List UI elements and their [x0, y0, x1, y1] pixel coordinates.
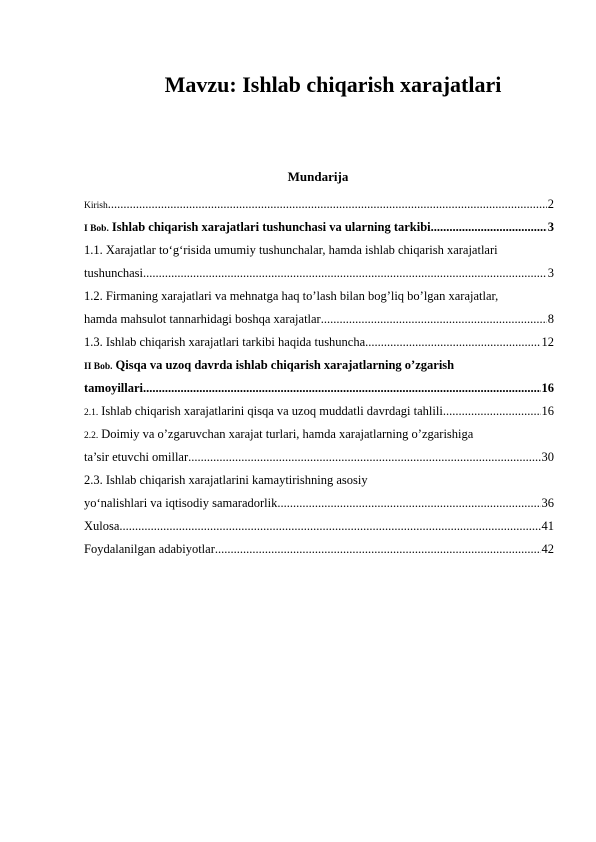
toc-entry-chapter-2-line2: [84, 377, 554, 400]
toc-leader: [321, 308, 547, 331]
toc-entry-2-3-line2: [84, 492, 554, 515]
toc-heading: Mundarija: [287, 169, 349, 184]
toc-entry-text: 1.2. Firmaning xarajatlari va mehnatga haq to’lash bilan bog’liq bo’lgan xarajatlar,: [84, 289, 499, 303]
toc-entry-text: 1.1. Xarajatlar to‘g‘risida umumiy tushunchalar, hamda ishlab chiqarish xarajatlari: [84, 243, 498, 257]
toc-page-number: 16: [541, 381, 554, 395]
toc-page-number: 36: [541, 496, 554, 510]
toc-page-number: 8: [547, 312, 554, 326]
toc-entry-adabiyotlar: [84, 538, 554, 561]
toc-page-number: 3: [547, 266, 554, 280]
toc-entry-xulosa: [84, 515, 554, 538]
toc-entry-2-3-line1: [84, 469, 554, 492]
toc-leader: [108, 193, 547, 216]
toc-entry-prefix: I Bob.: [84, 224, 109, 234]
toc-entry-text: Qisqa va uzoq davrda ishlab chiqarish xarajatlarning o’zgarish: [115, 358, 455, 372]
toc-leader: [143, 377, 540, 400]
toc-leader: [119, 515, 540, 538]
toc-entry-text: hamda mahsulot tannarhidagi boshqa xarajatlar: [84, 312, 321, 326]
toc-entry-text: ta’sir etuvchi omillar: [84, 450, 189, 464]
toc-entry-text: Ishlab chiqarish xarajatlarini qisqa va uzoq muddatli davrdagi tahlili: [101, 404, 443, 418]
toc-entry-chapter-2-line1: [84, 354, 554, 377]
toc-entry-kirish: [84, 193, 554, 216]
toc-entry-1-1-line2: [84, 262, 554, 285]
toc-entry-2-2-line1: [84, 423, 554, 446]
toc-entry-text: Xulosa: [84, 519, 120, 533]
toc-page-number: 30: [541, 450, 554, 464]
toc-entry-1-3: [84, 331, 554, 354]
toc-entry-text: Doimiy va o’zgaruvchan xarajat turlari, hamda xarajatlarning o’zgarishiga: [101, 427, 474, 441]
toc-leader: [215, 538, 541, 561]
toc-leader: [443, 400, 541, 423]
toc-page-number: 12: [541, 335, 554, 349]
toc-leader: [188, 446, 540, 469]
toc-page-number: 2: [547, 197, 554, 211]
toc-entry-prefix: II Bob.: [84, 362, 113, 372]
toc-entry-text: Ishlab chiqarish xarajatlari tushunchasi va ularning tarkibi: [111, 220, 431, 234]
toc-entry-1-2-line1: [84, 285, 554, 308]
toc-entry-2-2-line2: [84, 446, 554, 469]
toc-entry-text: tushunchasi: [84, 266, 144, 280]
toc-entry-1-2-line2: [84, 308, 554, 331]
toc-entry-text: Kirish: [84, 201, 108, 211]
toc-entry-1-1-line1: [84, 239, 554, 262]
toc-page-number: 16: [541, 404, 554, 418]
toc-leader: [365, 331, 540, 354]
toc-entry-prefix: 2.2.: [84, 431, 99, 441]
toc-leader: [431, 216, 547, 239]
toc-entry-2-1: [84, 400, 554, 423]
toc-entry-prefix: 2.1.: [84, 408, 99, 418]
toc-entry-chapter-1: [84, 216, 554, 239]
toc-entry-text: 2.3. Ishlab chiqarish xarajatlarini kamaytirishning asosiy: [84, 473, 368, 487]
toc-entry-text: Foydalanilgan adabiyotlar: [84, 542, 215, 556]
toc-page-number: 3: [547, 220, 554, 234]
toc-leader: [143, 262, 547, 285]
table-of-contents: [84, 193, 554, 561]
toc-page-number: 42: [541, 542, 554, 556]
toc-entry-text: tamoyillari: [84, 381, 144, 395]
toc-page-number: 41: [541, 519, 554, 533]
toc-leader: [277, 492, 540, 515]
toc-entry-text: yo‘nalishlari va iqtisodiy samaradorlik: [84, 496, 278, 510]
document-title: Mavzu: Ishlab chiqarish xarajatlari: [164, 72, 502, 97]
toc-entry-text: 1.3. Ishlab chiqarish xarajatlari tarkibi haqida tushuncha: [84, 335, 366, 349]
